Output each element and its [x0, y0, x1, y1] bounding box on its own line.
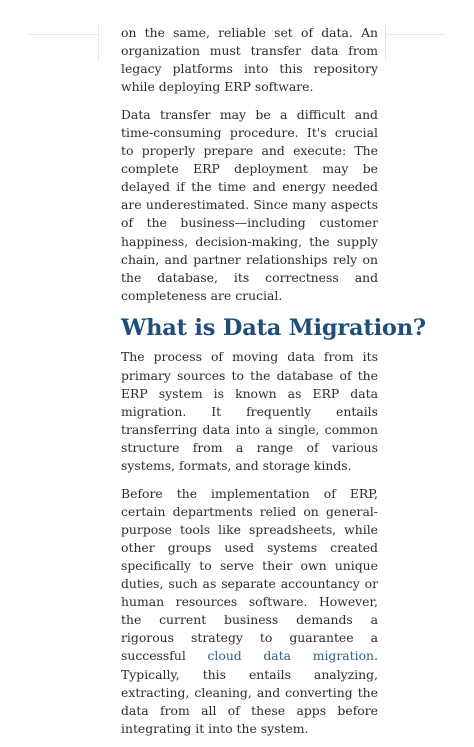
crop-mark [385, 34, 445, 35]
crop-mark [28, 34, 98, 35]
implementation-text-start: Before the implementation of ERP, certain departments relied on general-purpose tools like spreadsheets, while other groups used systems created specifically to serve their own unique duties, such as separate accountancy or human resources software. However, the current business demands a rigorous strategy to guarantee a successful [121, 485, 378, 664]
transfer-paragraph: Data transfer may be a difficult and time-consuming procedure. It's crucial to properly prepare and execute: The complete ERP deployment may be delayed if the time and energy needed are underestimated. Since many aspects of the business—including customer happiness, decision-making, the supply chain, and partner relationships rely on the database, its correctness and completeness are crucial. [121, 106, 378, 303]
crop-mark [98, 24, 99, 60]
article-body [121, 24, 426, 747]
definition-paragraph: The process of moving data from its primary sources to the database of the ERP system is known as ERP data migration. It frequently entails transferring data into a single, common structure from a range of various systems, formats, and storage kinds. [121, 349, 378, 473]
intro-paragraph: on the same, reliable set of data. An organization must transfer data from legacy platforms into this repository while deploying ERP software. [121, 25, 378, 95]
section-heading: What is Data Migration? [121, 315, 426, 342]
crop-mark [385, 24, 386, 60]
cloud-data-migration-link[interactable]: cloud data migration [207, 648, 375, 664]
implementation-text-end: . Typically, this entails analyzing, extracting, cleaning, and converting the data from all of these apps before integrating it into the system. [121, 648, 378, 736]
implementation-paragraph [121, 485, 378, 738]
